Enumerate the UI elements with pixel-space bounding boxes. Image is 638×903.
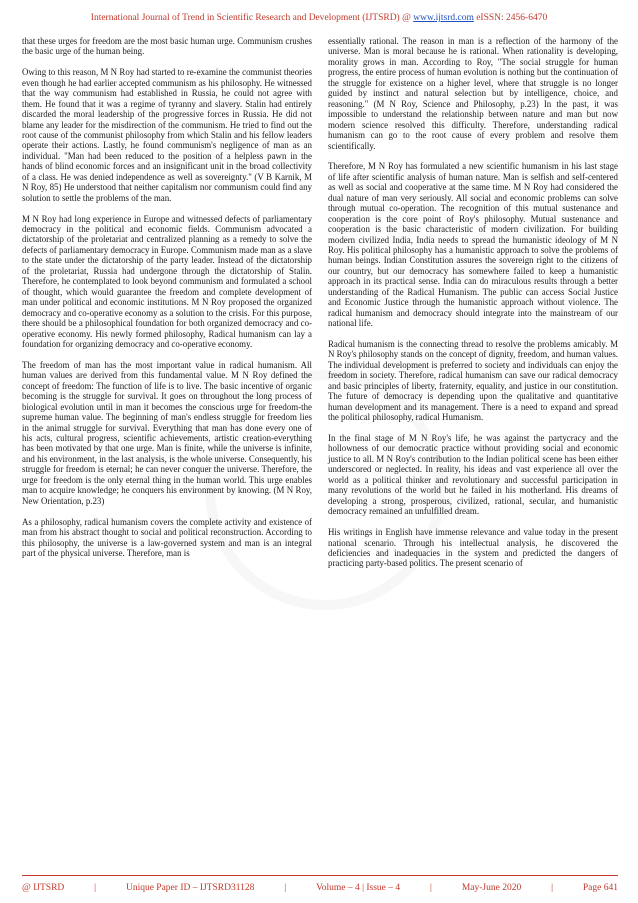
paragraph: The freedom of man has the most important value in radical humanism. All human values are derived from this fundamental value. M N Roy defined the concept of freedom: The function of life is to live. The basic incentive of organic becoming is the struggle for survival. It goes on throughout the long process of biological evolution until in man it becomes the conscious urge for freedom-the supreme human value. The beginning of man's endless struggle for freedom lies in the animal struggle for survival. Everything that man has done every one of his acts, cultural progress, scientific achievements, artistic creation-everything has been motivated by that one urge. Man is finite, while the universe is infinite, and his environment, in the last analysis, is the whole universe. Consequently, his struggle for freedom is eternal; he can never conquer the universe. Therefore, the urge for freedom is the only eternal thing in the human world. This urge enables man to acquire knowledge; he conquers his environment by knowing. (M N Roy, New Orientation, p.23)	[22, 359, 312, 506]
right-column	[328, 36, 618, 579]
footer-volume-issue: Volume – 4 | Issue – 4	[316, 883, 401, 893]
footer-separator: |	[94, 883, 97, 893]
footer-page-number: Page 641	[582, 883, 618, 893]
journal-url-link[interactable]: www.ijtsrd.com	[413, 13, 474, 23]
page-footer	[22, 883, 618, 893]
footer-separator: |	[284, 883, 287, 893]
footer-paper-id: Unique Paper ID – IJTSRD31128	[125, 883, 255, 893]
paragraph: Therefore, M N Roy has formulated a new scientific humanism in his last stage of life after scientific analysis of human nature. Man is selfish and self-centered as well as social and cooperative at the same time. M N Roy had considered the dual nature of man very seriously. All social and economic problems can solve through mutual co-operation. The recognition of this mutual sustenance and cooperation is the core point of Roy's philosophy. Mutual sustenance and cooperation is the basic characteristic of modern civilization. For building modern civilized India, India needs to spread the humanistic ideology of M N Roy. His political philosophy has a humanistic approach to solve the problems of human beings. Indian Constitution assures the sovereign right to the citizens of our country, but our democracy has somewhere failed to keep a humanistic approach in its practical sense. India can do miraculous results through a better understanding of the Radical Humanism. The public can access Social Justice and Economic Justice through the humanistic approach without violence. The radical humanism and democracy should integrate into the mainstream of our national life.	[328, 161, 618, 329]
paragraph: As a philosophy, radical humanism covers the complete activity and existence of man from his abstract thought to social and political reconstruction. According to this philosophy, the universe is a law-governed system and man is an integral part of the physical universe. Therefore, man is	[22, 516, 312, 558]
paragraph: Radical humanism is the connecting thread to resolve the problems amicably. M N Roy's philosophy stands on the concept of dignity, freedom, and human values. The individual development is preferred to society and individuals can enjoy the freedom in society. Therefore, radical humanism can save our radical democracy and basic principles of liberty, fraternity, equality, and justice in our constitution. The future of democracy is depending upon the qualitative and quantitative human development and its management. There is a need to expand and spread the political philosophy, radical Humanism.	[328, 339, 618, 423]
footer-separator: |	[551, 883, 553, 893]
footer-publisher: @ IJTSRD	[22, 883, 65, 893]
footer-date: May-June 2020	[461, 883, 522, 893]
paragraph: In the final stage of M N Roy's life, he was against the partycracy and the hollowness of our democratic practice without providing social and economic justice to all. M N Roy's contribution to the Indian political scene has been either underscored or neglected. In reality, his ideas and vast experience all over the world as a political thinker and revolutionary and successful participation in many revolutions of the world but he failed in his motherland. His dreams of developing a strong, prosperous, civilized, rational, secular, and humanistic democracy remained an unfulfilled dream.	[328, 433, 618, 517]
journal-header	[0, 13, 638, 23]
paragraph: His writings in English have immense relevance and value today in the present national scenario. Through his intellectual analysis, he discovered the deficiencies and inadequacies in the system and predicted the dangers of practicing party-based politics. The present scenario of	[328, 527, 618, 569]
footer-divider	[22, 875, 618, 876]
footer-separator: |	[430, 883, 432, 893]
journal-title: International Journal of Trend in Scientific Research and Development (IJTSRD) @	[90, 13, 414, 23]
paragraph: essentially rational. The reason in man is a reflection of the harmony of the universe. Man is moral because he is rational. When rationality is developing, morality grows in man. According to Roy, "The social struggle for human progress, the entire process of human evolution is nothing but the continuation of the struggle for existence on a higher level, where that struggle is no longer guided by instinct and natural selection but by intelligence, choice, and reasoning." (M N Roy, Science and Philosophy, p.23) In the past, it was impossible to understand the relationship between nature and man but now modern science resolved this difficulty. Therefore, understanding radical humanism can go to the root cause of every problem and resolve them scientifically.	[328, 36, 618, 151]
left-column	[22, 36, 312, 569]
paragraph: M N Roy had long experience in Europe and witnessed defects of parliamentary democracy in the political and economic fields. Communism advocated a dictatorship of the proletariat and centralized planning as a remedy to solve the defects of parliamentary democracy in Europe. Communism made man as a slave to the state under the dictatorship of the party leader. Instead of the dictatorship of the proletariat, Russia had undergone through the dictatorship of Stalin. Therefore, he contemplated to look beyond communism and formulated a school of thought, which would guarantee the freedom and complete development of man under political and economic institutions. M N Roy proposed the organized democracy and co-operative economy as a solution to the crisis. For this purpose, there should be a philosophical foundation for both organized democracy and co-operative economy. His newly formed philosophy, Radical humanism can lay a foundation for organizing democracy and co-operative economy.	[22, 213, 312, 350]
journal-issn: eISSN: 2456-6470	[473, 13, 548, 23]
paragraph: that these urges for freedom are the most basic human urge. Communism crushes the basic urge of the human being.	[22, 36, 312, 57]
paragraph: Owing to this reason, M N Roy had started to re-examine the communist theories even though he had earlier accepted communism as his philosophy. He witnessed that the way communism had established in Russia, he could not agree with them. He found that it was a regime of tyranny and slavery. Stalin had entirely discarded the moral leadership of the progressive forces in Russia. He did not blame any leader for the misdirection of the communism. He tried to find out the root cause of the communist philosophy from which Stalin and his fellow leaders operate their actions. Lastly, he found communism's negligence of man as an individual. "Man had been reduced to the position of a helpless pawn in the hands of blind economic forces and an insignificant unit in the broad collectivity of a class. He was denied independence as well as sovereignty." (V B Karnik, M N Roy, 85) He understood that neither capitalism nor communism could find any solution to settle the problems of the man.	[22, 67, 312, 203]
